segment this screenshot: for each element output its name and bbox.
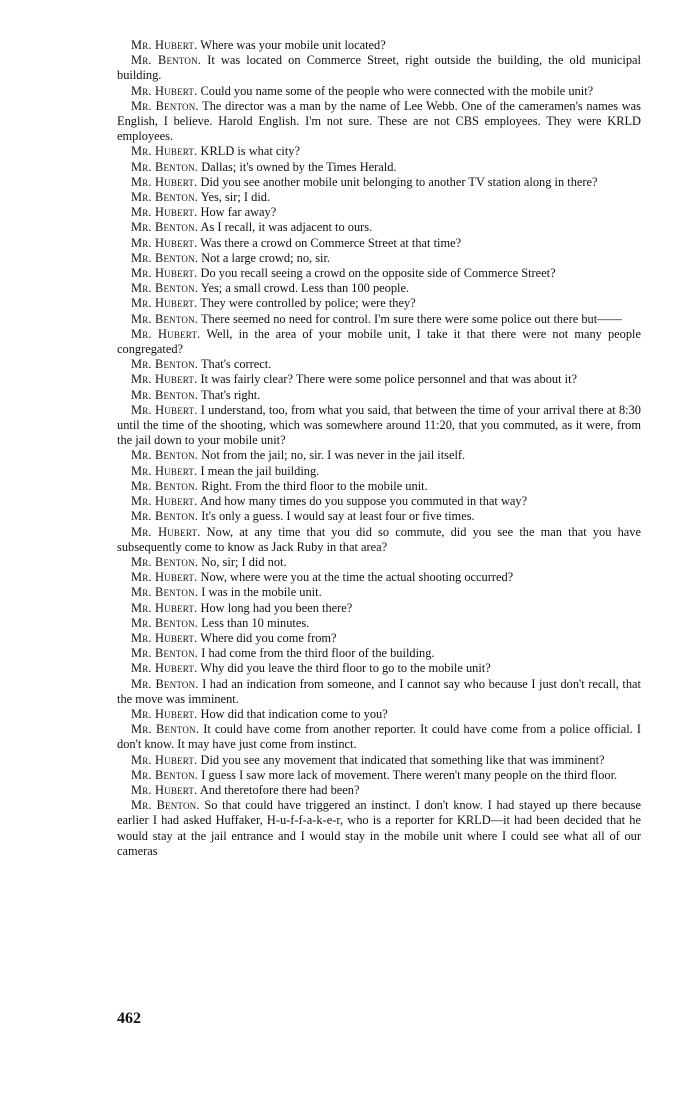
speaker-name: Mr. Hubert. bbox=[131, 402, 198, 417]
speaker-name: Mr. Benton. bbox=[131, 357, 199, 372]
utterance-text: Less than 10 minutes. bbox=[201, 615, 310, 630]
utterance-text: And theretofore there had been? bbox=[199, 782, 360, 797]
dialogue-paragraph bbox=[117, 175, 641, 190]
speaker-name: Mr. Hubert. bbox=[131, 630, 198, 645]
utterance-text: That's right. bbox=[200, 387, 261, 402]
utterance-text: No, sir; I did not. bbox=[201, 554, 287, 569]
speaker-name: Mr. Hubert. bbox=[131, 661, 198, 676]
utterance-text: Did you see any movement that indicated that something like that was imminent? bbox=[200, 752, 605, 767]
speaker-name: Mr. Hubert. bbox=[131, 174, 198, 189]
dialogue-paragraph bbox=[117, 251, 641, 266]
speaker-name: Mr. Benton. bbox=[131, 53, 202, 68]
speaker-name: Mr. Hubert. bbox=[131, 83, 198, 98]
dialogue-paragraph bbox=[117, 677, 641, 707]
speaker-name: Mr. Hubert. bbox=[131, 266, 198, 281]
utterance-text: They were controlled by police; were they? bbox=[200, 296, 416, 311]
speaker-name: Mr. Hubert. bbox=[131, 235, 198, 250]
speaker-name: Mr. Hubert. bbox=[131, 326, 201, 341]
dialogue-paragraph bbox=[117, 601, 641, 616]
dialogue-paragraph bbox=[117, 205, 641, 220]
dialogue-paragraph bbox=[117, 190, 641, 205]
speaker-name: Mr. Hubert. bbox=[131, 38, 198, 52]
utterance-text: It's only a guess. I would say at least four or five times. bbox=[201, 509, 475, 524]
speaker-name: Mr. Hubert. bbox=[131, 782, 198, 797]
speaker-name: Mr. Hubert. bbox=[131, 570, 198, 585]
utterance-text: So that could have triggered an instinct. I don't know. I had stayed up there because earlier I had asked Huffaker, H-u-f-f-a-k-e-r, who is a reporter for KRLD—it had been decided that he would stay at the jail entrance and I would stay in the mobile unit where I could see what all of our cameras bbox=[117, 798, 641, 858]
dialogue-paragraph bbox=[117, 646, 641, 661]
speaker-name: Mr. Benton. bbox=[131, 509, 199, 524]
utterance-text: I was in the mobile unit. bbox=[201, 585, 322, 600]
utterance-text: Why did you leave the third floor to go to the mobile unit? bbox=[200, 661, 491, 676]
utterance-text: I mean the jail building. bbox=[200, 463, 320, 478]
utterance-text: I had come from the third floor of the building. bbox=[201, 646, 435, 661]
utterance-text: How far away? bbox=[200, 205, 277, 220]
utterance-text: As I recall, it was adjacent to ours. bbox=[200, 220, 373, 235]
speaker-name: Mr. Benton. bbox=[131, 767, 199, 782]
speaker-name: Mr. Benton. bbox=[131, 190, 199, 205]
dialogue-paragraph bbox=[117, 768, 641, 783]
utterance-text: Yes; a small crowd. Less than 100 people. bbox=[200, 281, 410, 296]
speaker-name: Mr. Hubert. bbox=[131, 494, 198, 509]
dialogue-paragraph bbox=[117, 144, 641, 159]
speaker-name: Mr. Hubert. bbox=[131, 463, 198, 478]
utterance-text: Did you see another mobile unit belonging to another TV station along in there? bbox=[200, 174, 598, 189]
dialogue-paragraph bbox=[117, 357, 641, 372]
utterance-text: Right. From the third floor to the mobile unit. bbox=[201, 478, 428, 493]
speaker-name: Mr. Benton. bbox=[131, 250, 199, 265]
dialogue-paragraph bbox=[117, 84, 641, 99]
dialogue-paragraph bbox=[117, 388, 641, 403]
page-number: 462 bbox=[117, 1010, 141, 1027]
dialogue-paragraph bbox=[117, 585, 641, 600]
dialogue-paragraph bbox=[117, 327, 641, 357]
utterance-text: Well, in the area of your mobile unit, I take it that there were not many people congregated? bbox=[117, 326, 641, 357]
dialogue-paragraph bbox=[117, 53, 641, 83]
dialogue-paragraph bbox=[117, 266, 641, 281]
dialogue-paragraph bbox=[117, 479, 641, 494]
dialogue-paragraph bbox=[117, 753, 641, 768]
dialogue-paragraph bbox=[117, 798, 641, 859]
dialogue-paragraph bbox=[117, 296, 641, 311]
dialogue-paragraph bbox=[117, 464, 641, 479]
speaker-name: Mr. Benton. bbox=[131, 448, 199, 463]
dialogue-paragraph bbox=[117, 312, 641, 327]
utterance-text: It was located on Commerce Street, right outside the building, the old municipal building. bbox=[117, 53, 641, 83]
testimony-transcript bbox=[117, 38, 641, 859]
dialogue-paragraph bbox=[117, 722, 641, 752]
utterance-text: Where was your mobile unit located? bbox=[200, 38, 386, 52]
speaker-name: Mr. Benton. bbox=[131, 554, 199, 569]
dialogue-paragraph bbox=[117, 631, 641, 646]
dialogue-paragraph bbox=[117, 616, 641, 631]
speaker-name: Mr. Hubert. bbox=[131, 706, 198, 721]
speaker-name: Mr. Hubert. bbox=[131, 372, 198, 387]
speaker-name: Mr. Benton. bbox=[131, 478, 199, 493]
utterance-text: Could you name some of the people who were connected with the mobile unit? bbox=[200, 83, 594, 98]
speaker-name: Mr. Hubert. bbox=[131, 524, 201, 539]
utterance-text: Do you recall seeing a crowd on the opposite side of Commerce Street? bbox=[200, 266, 556, 281]
dialogue-paragraph bbox=[117, 494, 641, 509]
speaker-name: Mr. Benton. bbox=[131, 311, 199, 326]
dialogue-paragraph bbox=[117, 372, 641, 387]
dialogue-paragraph bbox=[117, 403, 641, 449]
speaker-name: Mr. Hubert. bbox=[131, 752, 198, 767]
dialogue-paragraph bbox=[117, 281, 641, 296]
dialogue-paragraph bbox=[117, 448, 641, 463]
dialogue-paragraph bbox=[117, 236, 641, 251]
dialogue-paragraph bbox=[117, 661, 641, 676]
utterance-text: That's correct. bbox=[200, 357, 272, 372]
utterance-text: Dallas; it's owned by the Times Herald. bbox=[201, 159, 397, 174]
utterance-text: There seemed no need for control. I'm sure there were some police out there but—— bbox=[200, 311, 622, 326]
speaker-name: Mr. Benton. bbox=[131, 98, 199, 113]
utterance-text: The director was a man by the name of Lee Webb. One of the cameramen's names was English, I believe. Harold English. I'm not sure. These are not CBS employees. They were KRLD employees. bbox=[117, 98, 641, 144]
speaker-name: Mr. Benton. bbox=[131, 585, 199, 600]
utterance-text: It was fairly clear? There were some police personnel and that was about it? bbox=[200, 372, 578, 387]
speaker-name: Mr. Benton. bbox=[131, 220, 199, 235]
utterance-text: I had an indication from someone, and I cannot say who because I just don't recall, that the move was imminent. bbox=[117, 676, 642, 706]
speaker-name: Mr. Benton. bbox=[131, 646, 199, 661]
utterance-text: How long had you been there? bbox=[200, 600, 353, 615]
dialogue-paragraph bbox=[117, 509, 641, 524]
utterance-text: I understand, too, from what you said, that between the time of your arrival there at 8:30 until the time of the shooting, which was somewhere around 11:20, that you commuted, as it were, from the jail down to your mobile unit? bbox=[117, 402, 641, 448]
speaker-name: Mr. Benton. bbox=[131, 722, 200, 737]
utterance-text: Not a large crowd; no, sir. bbox=[201, 250, 331, 265]
speaker-name: Mr. Hubert. bbox=[131, 144, 198, 159]
speaker-name: Mr. Hubert. bbox=[131, 600, 198, 615]
utterance-text: How did that indication come to you? bbox=[200, 706, 388, 721]
utterance-text: It could have come from another reporter. It could have come from a police official. I don't know. It may have just come from instinct. bbox=[117, 722, 641, 752]
speaker-name: Mr. Benton. bbox=[131, 676, 199, 691]
speaker-name: Mr. Benton. bbox=[131, 387, 199, 402]
utterance-text: Now, where were you at the time the actual shooting occurred? bbox=[200, 570, 514, 585]
utterance-text: Yes, sir; I did. bbox=[200, 190, 271, 205]
dialogue-paragraph bbox=[117, 783, 641, 798]
utterance-text: KRLD is what city? bbox=[200, 144, 300, 159]
speaker-name: Mr. Benton. bbox=[131, 798, 200, 813]
dialogue-paragraph bbox=[117, 220, 641, 235]
dialogue-paragraph bbox=[117, 707, 641, 722]
utterance-text: Now, at any time that you did so commute, did you see the man that you have subsequently come to know as Jack Ruby in that area? bbox=[117, 524, 642, 554]
dialogue-paragraph bbox=[117, 570, 641, 585]
dialogue-paragraph bbox=[117, 160, 641, 175]
utterance-text: Where did you come from? bbox=[200, 630, 337, 645]
utterance-text: Not from the jail; no, sir. I was never in the jail itself. bbox=[201, 448, 466, 463]
dialogue-paragraph bbox=[117, 525, 641, 555]
speaker-name: Mr. Hubert. bbox=[131, 205, 198, 220]
dialogue-paragraph bbox=[117, 555, 641, 570]
utterance-text: And how many times do you suppose you commuted in that way? bbox=[199, 494, 528, 509]
dialogue-paragraph bbox=[117, 38, 641, 53]
utterance-text: I guess I saw more lack of movement. There weren't many people on the third floor. bbox=[201, 767, 618, 782]
speaker-name: Mr. Benton. bbox=[131, 615, 199, 630]
speaker-name: Mr. Hubert. bbox=[131, 296, 198, 311]
utterance-text: Was there a crowd on Commerce Street at that time? bbox=[200, 235, 462, 250]
speaker-name: Mr. Benton. bbox=[131, 159, 199, 174]
speaker-name: Mr. Benton. bbox=[131, 281, 199, 296]
dialogue-paragraph bbox=[117, 99, 641, 145]
